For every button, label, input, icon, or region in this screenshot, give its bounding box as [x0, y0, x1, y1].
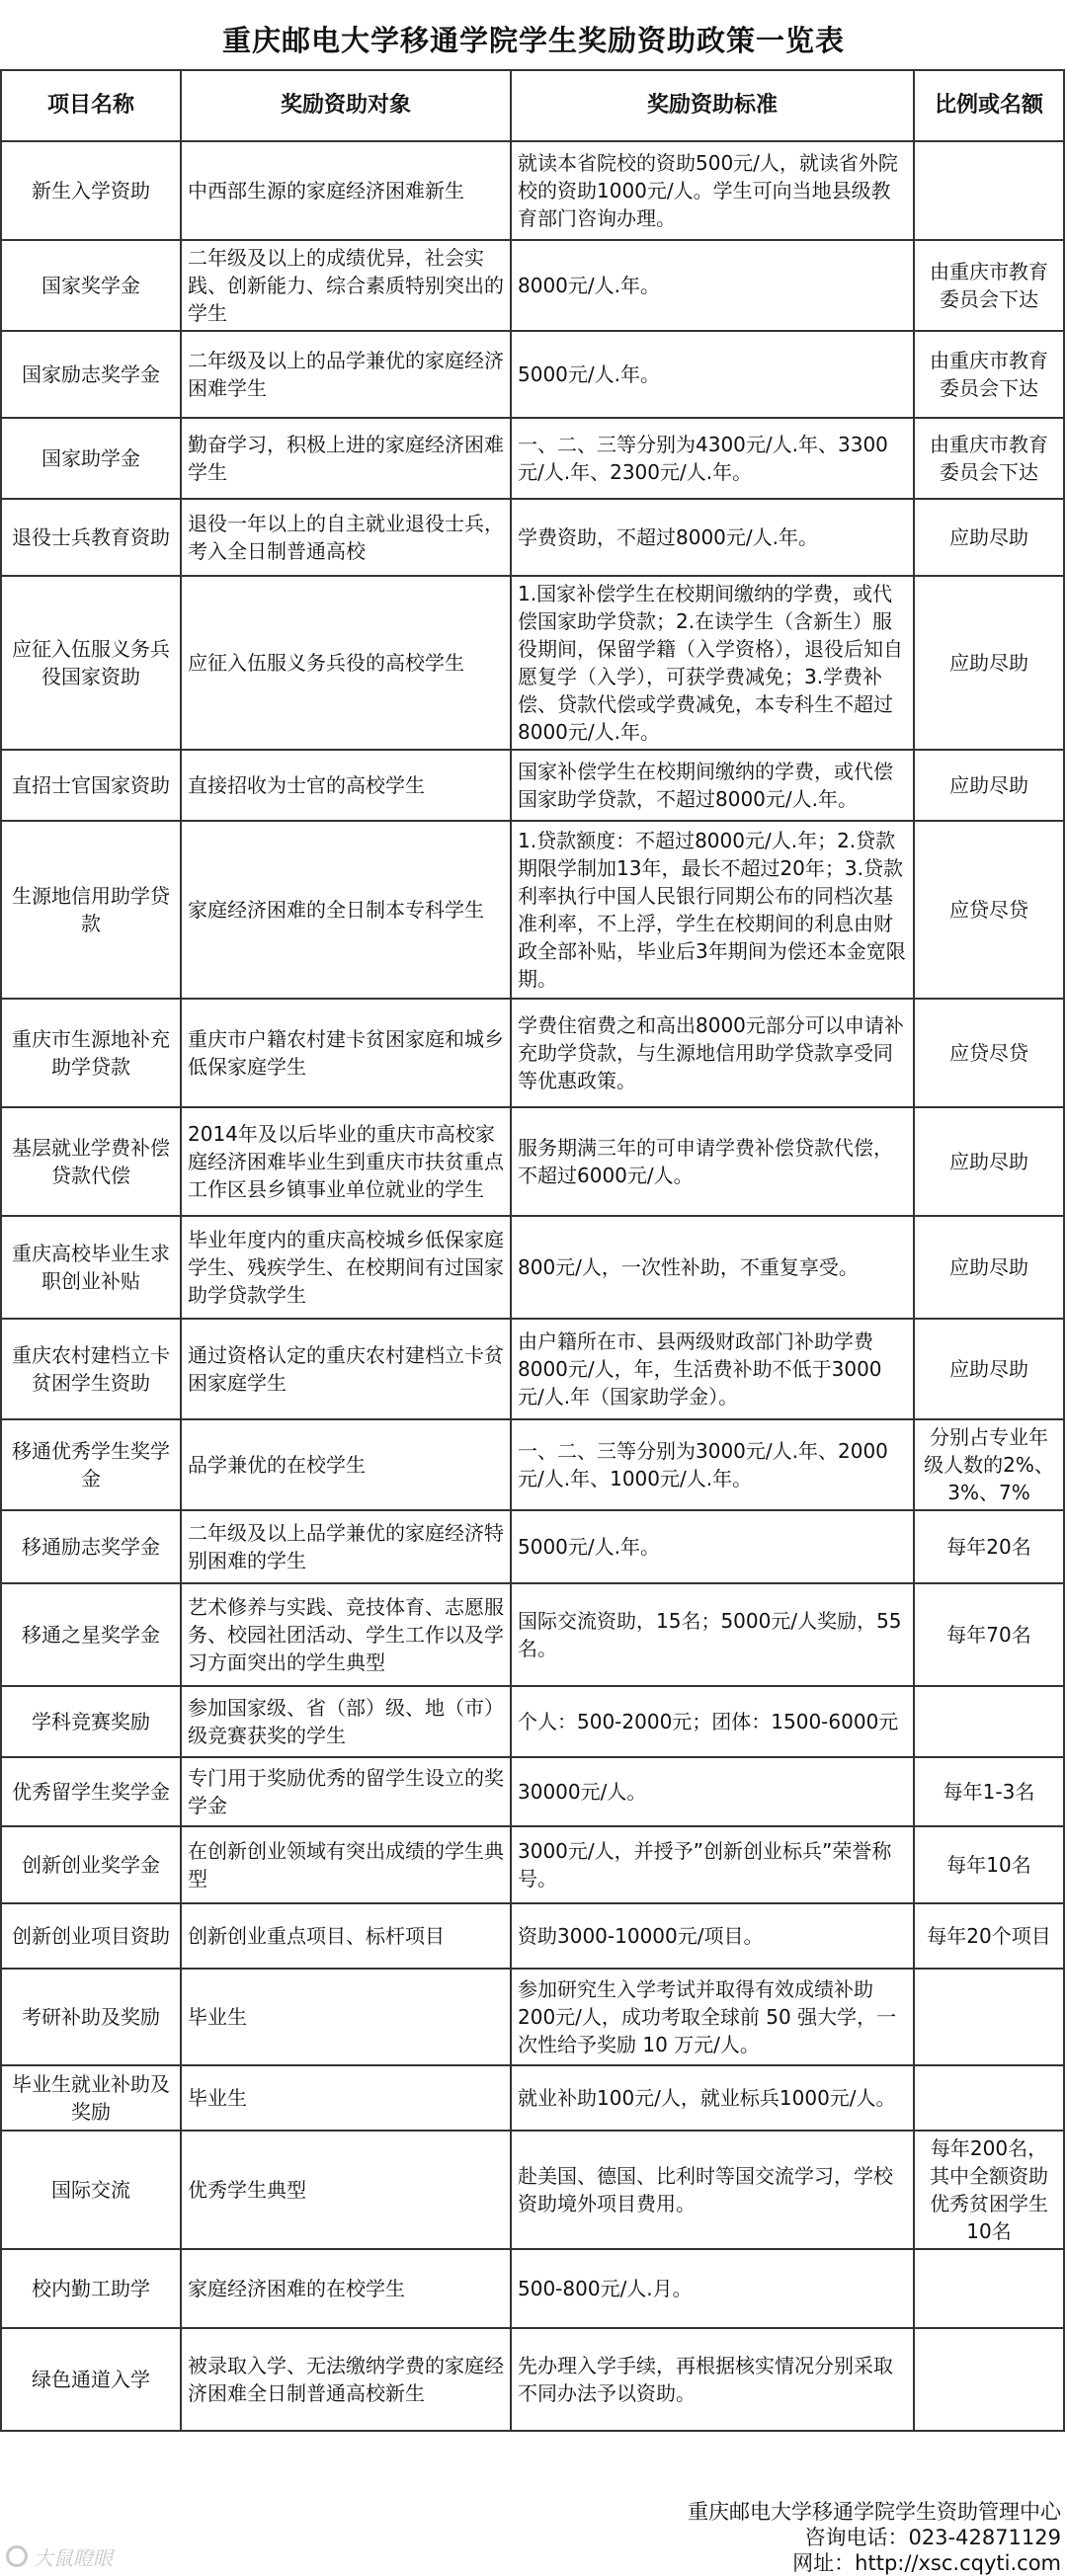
table-row	[1, 1686, 1064, 1757]
row-target: 被录取入学、无法缴纳学费的家庭经济困难全日制普通高校新生	[181, 2328, 511, 2431]
table-row	[1, 331, 1064, 418]
table-row	[1, 1757, 1064, 1826]
row-name: 重庆高校毕业生求职创业补贴	[1, 1216, 181, 1319]
row-standard: 5000元/人.年。	[511, 331, 914, 418]
row-target: 应征入伍服义务兵役的高校学生	[181, 576, 511, 750]
row-target: 毕业生	[181, 2065, 511, 2131]
row-target: 专门用于奖励优秀的留学生设立的奖学金	[181, 1757, 511, 1826]
table-row	[1, 1319, 1064, 1419]
table-row	[1, 1107, 1064, 1216]
row-name: 退役士兵教育资助	[1, 499, 181, 576]
row-name: 新生入学资助	[1, 141, 181, 240]
row-quota: 由重庆市教育委员会下达	[914, 418, 1064, 499]
row-standard: 500-800元/人.月。	[511, 2249, 914, 2328]
row-target: 家庭经济困难的在校学生	[181, 2249, 511, 2328]
table-row	[1, 2249, 1064, 2328]
row-target: 毕业年度内的重庆高校城乡低保家庭学生、残疾学生、在校期间有过国家助学贷款学生	[181, 1216, 511, 1319]
row-target: 毕业生	[181, 1969, 511, 2065]
header-target: 奖励资助对象	[181, 70, 511, 141]
row-name: 国家助学金	[1, 418, 181, 499]
row-quota: 由重庆市教育委员会下达	[914, 331, 1064, 418]
row-name: 国际交流	[1, 2131, 181, 2249]
row-quota: 每年70名	[914, 1583, 1064, 1686]
row-quota: 每年10名	[914, 1826, 1064, 1903]
table-row	[1, 141, 1064, 240]
row-name: 学科竞赛奖励	[1, 1686, 181, 1757]
row-standard: 国际交流资助，15名；5000元/人奖励，55名。	[511, 1583, 914, 1686]
row-quota	[914, 141, 1064, 240]
row-name: 移通之星奖学金	[1, 1583, 181, 1686]
table-row	[1, 1903, 1064, 1969]
row-quota: 每年200名，其中全额资助优秀贫困学生10名	[914, 2131, 1064, 2249]
row-target: 品学兼优的在校学生	[181, 1419, 511, 1510]
row-name: 重庆农村建档立卡贫困学生资助	[1, 1319, 181, 1419]
table-row	[1, 1826, 1064, 1903]
row-standard: 一、二、三等分别为4300元/人.年、3300元/人.年、2300元/人.年。	[511, 418, 914, 499]
row-standard: 赴美国、德国、比利时等国交流学习，学校资助境外项目费用。	[511, 2131, 914, 2249]
row-quota: 应贷尽贷	[914, 999, 1064, 1107]
row-name: 毕业生就业补助及奖励	[1, 2065, 181, 2131]
row-standard: 1.贷款额度：不超过8000元/人.年；2.贷款期限学制加13年，最长不超过20年；3.贷款利率执行中国人民银行同期公布的同档次基准利率，不上浮，学生在校期间的利息由财政全部补贴，毕业后3年期间为偿还本金宽限期。	[511, 821, 914, 999]
row-target: 二年级及以上品学兼优的家庭经济特别困难的学生	[181, 1510, 511, 1583]
row-standard: 800元/人，一次性补助，不重复享受。	[511, 1216, 914, 1319]
row-standard: 先办理入学手续，再根据核实情况分别采取不同办法予以资助。	[511, 2328, 914, 2431]
row-standard: 由户籍所在市、县两级财政部门补助学费8000元/人，年，生活费补助不低于3000元/人.年（国家助学金）。	[511, 1319, 914, 1419]
header-quota: 比例或名额	[914, 70, 1064, 141]
row-standard: 国家补偿学生在校期间缴纳的学费，或代偿国家助学贷款，不超过8000元/人.年。	[511, 750, 914, 821]
table-row	[1, 821, 1064, 999]
row-name: 基层就业学费补偿贷款代偿	[1, 1107, 181, 1216]
row-standard: 参加研究生入学考试并取得有效成绩补助200元/人，成功考取全球前 50 强大学，一次性给予奖励 10 万元/人。	[511, 1969, 914, 2065]
row-name: 直招士官国家资助	[1, 750, 181, 821]
row-standard: 8000元/人.年。	[511, 240, 914, 331]
row-quota: 分别占专业年级人数的2%、3%、7%	[914, 1419, 1064, 1510]
row-name: 国家奖学金	[1, 240, 181, 331]
table-row	[1, 2065, 1064, 2131]
row-standard: 就读本省院校的资助500元/人，就读省外院校的资助1000元/人。学生可向当地县级教育部门咨询办理。	[511, 141, 914, 240]
row-name: 生源地信用助学贷款	[1, 821, 181, 999]
table-row	[1, 1419, 1064, 1510]
row-target: 直接招收为士官的高校学生	[181, 750, 511, 821]
row-name: 考研补助及奖励	[1, 1969, 181, 2065]
table-row	[1, 2131, 1064, 2249]
row-target: 创新创业重点项目、标杆项目	[181, 1903, 511, 1969]
policy-table-body	[1, 141, 1064, 2431]
table-row	[1, 240, 1064, 331]
row-target: 二年级及以上的品学兼优的家庭经济困难学生	[181, 331, 511, 418]
row-quota	[914, 2065, 1064, 2131]
header-name: 项目名称	[1, 70, 181, 141]
footer-org: 重庆邮电大学移通学院学生资助管理中心	[688, 2500, 1061, 2524]
header-row	[1, 70, 1064, 141]
footer-website: 网址：http://xsc.cqyti.com	[792, 2551, 1061, 2575]
row-name: 移通励志奖学金	[1, 1510, 181, 1583]
row-quota: 每年1-3名	[914, 1757, 1064, 1826]
footer	[468, 2499, 1061, 2576]
page-title: 重庆邮电大学移通学院学生奖励资助政策一览表	[221, 23, 845, 57]
row-target: 退役一年以上的自主就业退役士兵，考入全日制普通高校	[181, 499, 511, 576]
watermark-logo-icon	[6, 2545, 28, 2567]
table-row	[1, 750, 1064, 821]
row-quota: 每年20个项目	[914, 1903, 1064, 1969]
row-quota: 应助尽助	[914, 750, 1064, 821]
row-quota: 应助尽助	[914, 576, 1064, 750]
row-name: 创新创业奖学金	[1, 1826, 181, 1903]
row-standard: 3000元/人，并授予”创新创业标兵”荣誉称号。	[511, 1826, 914, 1903]
table-row	[1, 499, 1064, 576]
row-standard: 个人：500-2000元；团体：1500-6000元	[511, 1686, 914, 1757]
row-quota	[914, 2328, 1064, 2431]
footer-phone: 咨询电话：023-42871129	[804, 2526, 1061, 2549]
row-target: 家庭经济困难的全日制本专科学生	[181, 821, 511, 999]
row-standard: 服务期满三年的可申请学费补偿贷款代偿，不超过6000元/人。	[511, 1107, 914, 1216]
row-quota: 应助尽助	[914, 1216, 1064, 1319]
row-standard: 学费住宿费之和高出8000元部分可以申请补充助学贷款，与生源地信用助学贷款享受同等优惠政策。	[511, 999, 914, 1107]
watermark	[6, 2540, 164, 2572]
row-quota: 应助尽助	[914, 1319, 1064, 1419]
row-target: 通过资格认定的重庆农村建档立卡贫困家庭学生	[181, 1319, 511, 1419]
row-quota: 应贷尽贷	[914, 821, 1064, 999]
row-standard: 就业补助100元/人，就业标兵1000元/人。	[511, 2065, 914, 2131]
policy-table	[0, 69, 1065, 2432]
row-target: 中西部生源的家庭经济困难新生	[181, 141, 511, 240]
header-standard: 奖励资助标准	[511, 70, 914, 141]
table-row	[1, 1583, 1064, 1686]
table-row	[1, 418, 1064, 499]
row-standard: 1.国家补偿学生在校期间缴纳的学费，或代偿国家助学贷款；2.在读学生（含新生）服役期间，保留学籍（入学资格），退役后知自愿复学（入学），可获学费减免；3.学费补偿、贷款代偿或学费减免，本专科生不超过8000元/人.年。	[511, 576, 914, 750]
row-target: 参加国家级、省（部）级、地（市）级竞赛获奖的学生	[181, 1686, 511, 1757]
watermark-text: 大鼠瞪眼	[34, 2545, 113, 2570]
row-target: 2014年及以后毕业的重庆市高校家庭经济困难毕业生到重庆市扶贫重点工作区县乡镇事业单位就业的学生	[181, 1107, 511, 1216]
row-target: 艺术修养与实践、竞技体育、志愿服务、校园社团活动、学生工作以及学习方面突出的学生典型	[181, 1583, 511, 1686]
row-quota	[914, 2249, 1064, 2328]
row-target: 二年级及以上的成绩优异，社会实践、创新能力、综合素质特别突出的学生	[181, 240, 511, 331]
table-row	[1, 1216, 1064, 1319]
row-target: 重庆市户籍农村建卡贫困家庭和城乡低保家庭学生	[181, 999, 511, 1107]
row-target: 勤奋学习，积极上进的家庭经济困难学生	[181, 418, 511, 499]
row-target: 优秀学生典型	[181, 2131, 511, 2249]
row-target: 在创新创业领域有突出成绩的学生典型	[181, 1826, 511, 1903]
table-row	[1, 576, 1064, 750]
table-row	[1, 2328, 1064, 2431]
table-row	[1, 1969, 1064, 2065]
row-name: 优秀留学生奖学金	[1, 1757, 181, 1826]
row-quota: 由重庆市教育委员会下达	[914, 240, 1064, 331]
row-name: 应征入伍服义务兵役国家资助	[1, 576, 181, 750]
row-standard: 30000元/人。	[511, 1757, 914, 1826]
table-row	[1, 1510, 1064, 1583]
row-name: 移通优秀学生奖学金	[1, 1419, 181, 1510]
row-quota: 每年20名	[914, 1510, 1064, 1583]
row-standard: 学费资助，不超过8000元/人.年。	[511, 499, 914, 576]
row-quota: 应助尽助	[914, 1107, 1064, 1216]
row-standard: 资助3000-10000元/项目。	[511, 1903, 914, 1969]
row-standard: 5000元/人.年。	[511, 1510, 914, 1583]
row-name: 国家励志奖学金	[1, 331, 181, 418]
row-quota	[914, 1686, 1064, 1757]
row-name: 绿色通道入学	[1, 2328, 181, 2431]
row-quota	[914, 1969, 1064, 2065]
table-row	[1, 999, 1064, 1107]
row-quota: 应助尽助	[914, 499, 1064, 576]
row-name: 创新创业项目资助	[1, 1903, 181, 1969]
row-name: 校内勤工助学	[1, 2249, 181, 2328]
row-standard: 一、二、三等分别为3000元/人.年、2000元/人.年、1000元/人.年。	[511, 1419, 914, 1510]
row-name: 重庆市生源地补充助学贷款	[1, 999, 181, 1107]
